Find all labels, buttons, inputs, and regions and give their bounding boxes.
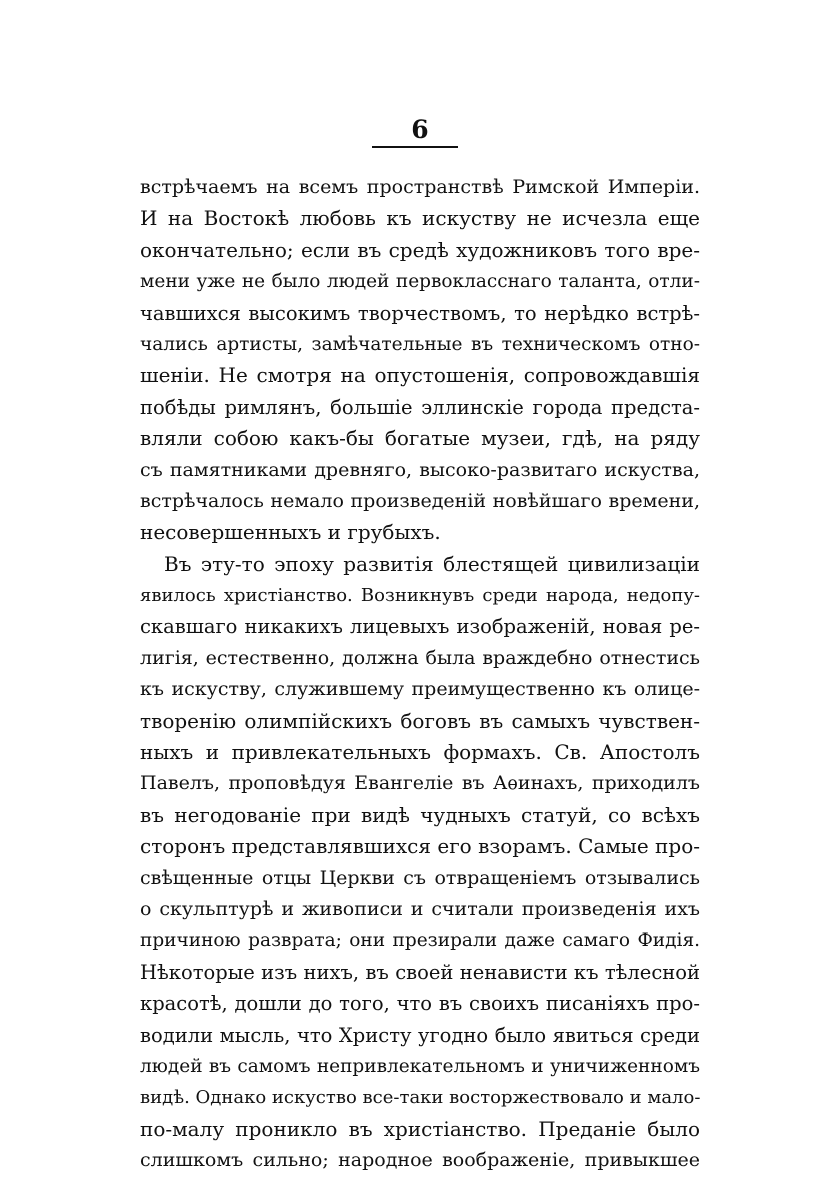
text-line: вляли собою какъ-бы богатые музеи, гдѣ, на ряду [140,426,700,451]
text-line: о скульптурѣ и живописи и считали произведенія ихъ [140,897,700,920]
text-line: чались артисты, замѣчательные въ техническомъ отно- [140,333,700,355]
text-line: красотѣ, дошли до того, что въ своихъ писаніяхъ про- [140,992,700,1016]
text-line: творенію олимпійскихъ боговъ въ самыхъ чувствен- [140,708,700,733]
text-line: людей въ самомъ непривлекательномъ и уничиженномъ [140,1055,700,1077]
text-line: скавшаго никакихъ лицевыхъ изображеній, новая ре- [140,615,700,639]
text-line: видѣ. Однако искуство все-таки восторжествовало и мало- [140,1087,700,1109]
text-line: шеніи. Не смотря на опустошенія, сопровождавшія [140,363,700,388]
text-line: чавшихся высокимъ творчествомъ, то нерѣдко встрѣ- [140,301,700,325]
text-line: свѣщенные отцы Церкви съ отвращеніемъ отзывались [140,866,700,889]
text-line: окончательно; если въ средѣ художниковъ того вре- [140,237,700,262]
page-number-rule [372,146,458,148]
text-line: несовершенныхъ и грубыхъ. [140,520,441,545]
text-line: Нѣкоторые изъ нихъ, въ своей ненависти къ тѣлесной [140,960,700,984]
text-line: къ искуству, служившему преимущественно къ олице- [140,678,700,701]
text-line: И на Востокѣ любовь къ искуству не исчезла еще [140,206,700,231]
text-line: мени уже не было людей первоклаcснаго таланта, отли- [140,271,700,293]
text-line: въ негодованіе при видѣ чудныхъ статуй, со всѣхъ [140,802,700,827]
text-line: явилось христіанство. Возникнувъ среди народа, недопу- [140,585,700,607]
text-line: побѣды римлянъ, большіе эллинскіе города предста- [140,395,700,419]
text-line: по-малу проникло въ христіанство. Преданіе было [140,1116,700,1141]
text-line: ныхъ и привлекательныхъ формахъ. Св. Апостолъ [140,740,700,765]
page-number: 6 [411,115,429,144]
text-line: Павелъ, проповѣдуя Евангеліе въ Аѳинахъ, приходилъ [140,772,700,795]
text-line: лигія, естественно, должна была враждебно отнестись [140,646,700,669]
text-line: сторонъ представлявшихся его взорамъ. Самые про- [140,834,700,859]
text-line: Въ эту-то эпоху развитія блестящей цивилизаціи [164,551,700,576]
body-text [140,172,700,1177]
text-line: слишкомъ сильно; народное воображеніе, привыкшее [140,1149,700,1172]
text-line: причиною разврата; они презирали даже самаго Фидія. [140,930,700,952]
text-line: встрѣчалось немало произведеній новѣйшаго времени, [140,489,700,512]
text-line: водили мысль, что Христу угодно было явиться среди [140,1023,700,1047]
text-line: встрѣчаемъ на всемъ пространствѣ Римской Имперіи. [140,176,700,198]
text-line: съ памятниками древняго, высоко-развитаго искуства, [140,458,700,481]
